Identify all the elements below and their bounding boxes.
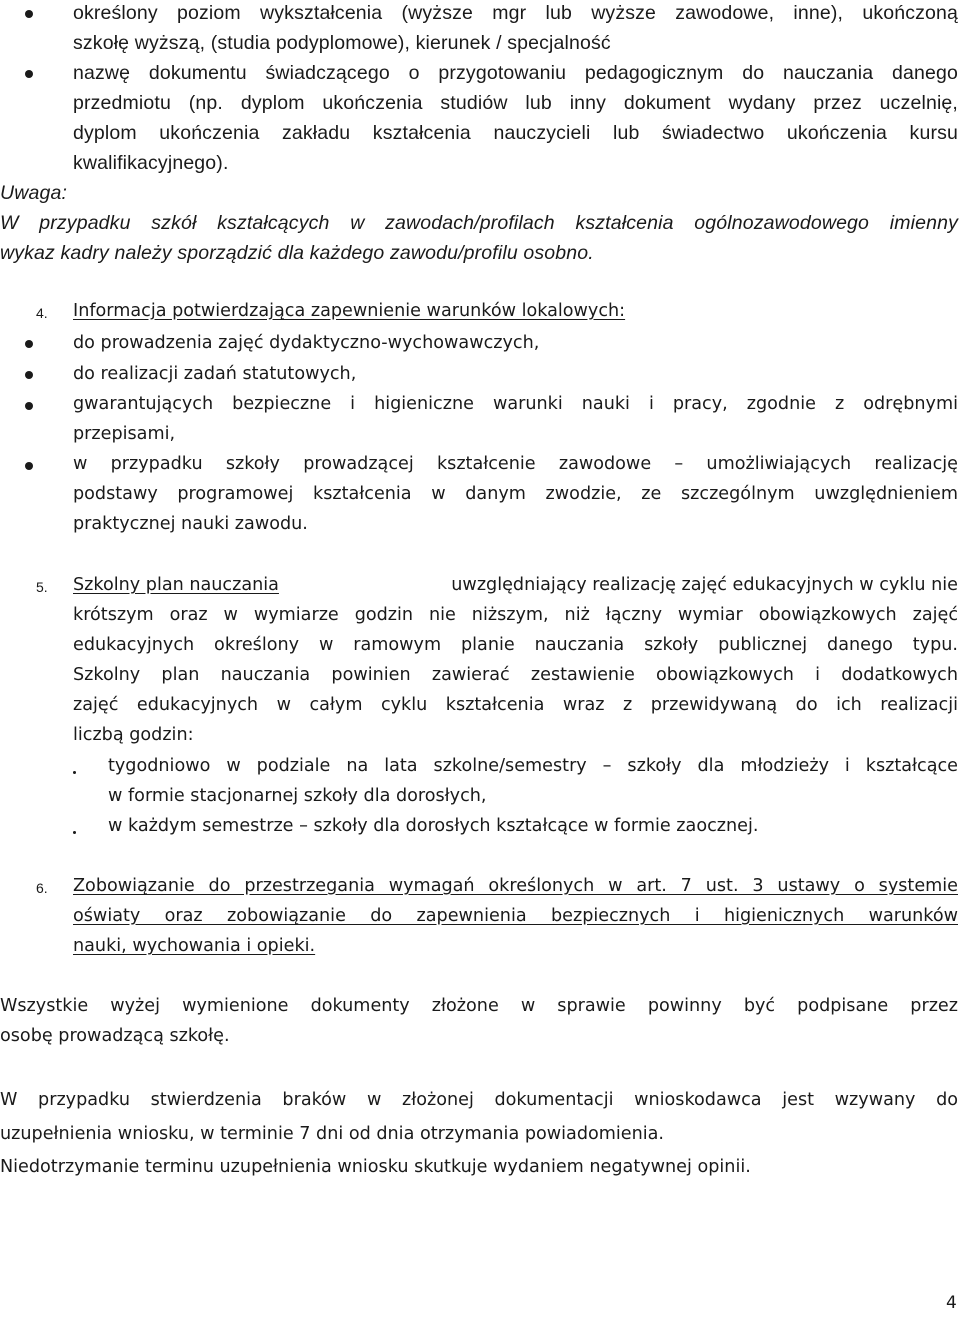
section6-line3: nauki, wychowania i opieki. <box>73 936 316 956</box>
middot-icon <box>73 771 76 774</box>
section4-heading: Informacja potwierdzająca zapewnienie warunków lokalowych: <box>73 301 626 321</box>
section5-line6: liczbą godzin: <box>73 725 194 745</box>
section4-number: 4. <box>36 305 48 321</box>
para2-line1: W przypadku stwierdzenia braków w złożonej dokumentacji wnioskodawca jest wzywany do <box>0 1090 958 1110</box>
bullet-icon <box>25 402 33 410</box>
section4-item4-line2: podstawy programowej kształcenia w danym zwodzie, ze szczególnym uwzględnieniem <box>73 484 958 504</box>
section5-line3: edukacyjnych określony w ramowym planie nauczania szkoły publicznej danego typu. <box>73 635 958 655</box>
para1-line2: osobę prowadzącą szkołę. <box>0 1026 230 1046</box>
note-line1: W przypadku szkół kształcących w zawodach/profilach kształcenia ogólnozawodowego imienny <box>0 212 958 234</box>
list-item-pedagogical-line2: przedmiotu (np. dyplom ukończenia studiów lub inny dokument wydany przez uczelnię, <box>73 92 958 114</box>
middot-icon <box>73 831 76 834</box>
section6-number: 6. <box>36 880 48 896</box>
list-item-pedagogical-line4: kwalifikacyjnego). <box>73 152 229 174</box>
note-label: Uwaga: <box>0 182 68 204</box>
section5-line1-rest: uwzględniający realizację zajęć edukacyjnych w cyklu nie <box>451 575 958 595</box>
section4-item1: do prowadzenia zajęć dydaktyczno-wychowawczych, <box>73 333 540 353</box>
section5-sub2-line1: w każdym semestrze – szkoły dla dorosłych kształcące w formie zaocznej. <box>108 816 759 836</box>
para2-line2: uzupełnienia wniosku, w terminie 7 dni od dnia otrzymania powiadomienia. <box>0 1124 665 1144</box>
section4-item3-line1: gwarantujących bezpieczne i higieniczne warunki nauki i pracy, zgodnie z odrębnymi <box>73 394 958 414</box>
section5-line5: zajęć edukacyjnych w całym cyklu kształcenia wraz z przewidywaną do ich realizacji <box>73 695 958 715</box>
section5-line2: krótszym oraz w wymiarze godzin nie niższym, niż łączny wymiar obowiązkowych zajęć <box>73 605 958 625</box>
bullet-icon <box>25 340 33 348</box>
page-number: 4 <box>946 1293 957 1313</box>
section5-heading: Szkolny plan nauczania <box>73 575 279 595</box>
section4-item4-line1: w przypadku szkoły prowadzącej kształcenie zawodowe – umożliwiających realizację <box>73 454 958 474</box>
section4-item4-line3: praktycznej nauki zawodu. <box>73 514 308 534</box>
section6-line2: oświaty oraz zobowiązanie do zapewnienia bezpiecznych i higienicznych warunków <box>73 906 958 926</box>
list-item-education-line1: określony poziom wykształcenia (wyższe mgr lub wyższe zawodowe, inne), ukończoną <box>73 2 958 24</box>
section5-sub1-line2: w formie stacjonarnej szkoły dla dorosłych, <box>108 786 487 806</box>
section4-item3-line2: przepisami, <box>73 424 176 444</box>
para2-line3: Niedotrzymanie terminu uzupełnienia wniosku skutkuje wydaniem negatywnej opinii. <box>0 1157 751 1177</box>
bullet-icon <box>25 70 33 78</box>
section5-line1 <box>73 575 958 595</box>
section4-item2: do realizacji zadań statutowych, <box>73 364 357 384</box>
note-line2: wykaz kadry należy sporządzić dla każdego zawodu/profilu osobno. <box>0 242 594 264</box>
section5-sub1-line1: tygodniowo w podziale na lata szkolne/semestry – szkoły dla młodzieży i kształcące <box>108 756 958 776</box>
para1-line1: Wszystkie wyżej wymienione dokumenty złożone w sprawie powinny być podpisane przez <box>0 996 958 1016</box>
bullet-icon <box>25 371 33 379</box>
bullet-icon <box>25 10 33 18</box>
list-item-pedagogical-line3: dyplom ukończenia zakładu kształcenia nauczycieli lub świadectwo ukończenia kursu <box>73 122 958 144</box>
list-item-pedagogical-line1: nazwę dokumentu świadczącego o przygotowaniu pedagogicznym do nauczania danego <box>73 62 958 84</box>
section6-line1: Zobowiązanie do przestrzegania wymagań określonych w art. 7 ust. 3 ustawy o systemie <box>73 876 958 896</box>
bullet-icon <box>25 462 33 470</box>
section5-number: 5. <box>36 579 48 595</box>
section5-line4: Szkolny plan nauczania powinien zawierać zestawienie obowiązkowych i dodatkowych <box>73 665 958 685</box>
list-item-education-line2: szkołę wyższą, (studia podyplomowe), kierunek / specjalność <box>73 32 611 54</box>
